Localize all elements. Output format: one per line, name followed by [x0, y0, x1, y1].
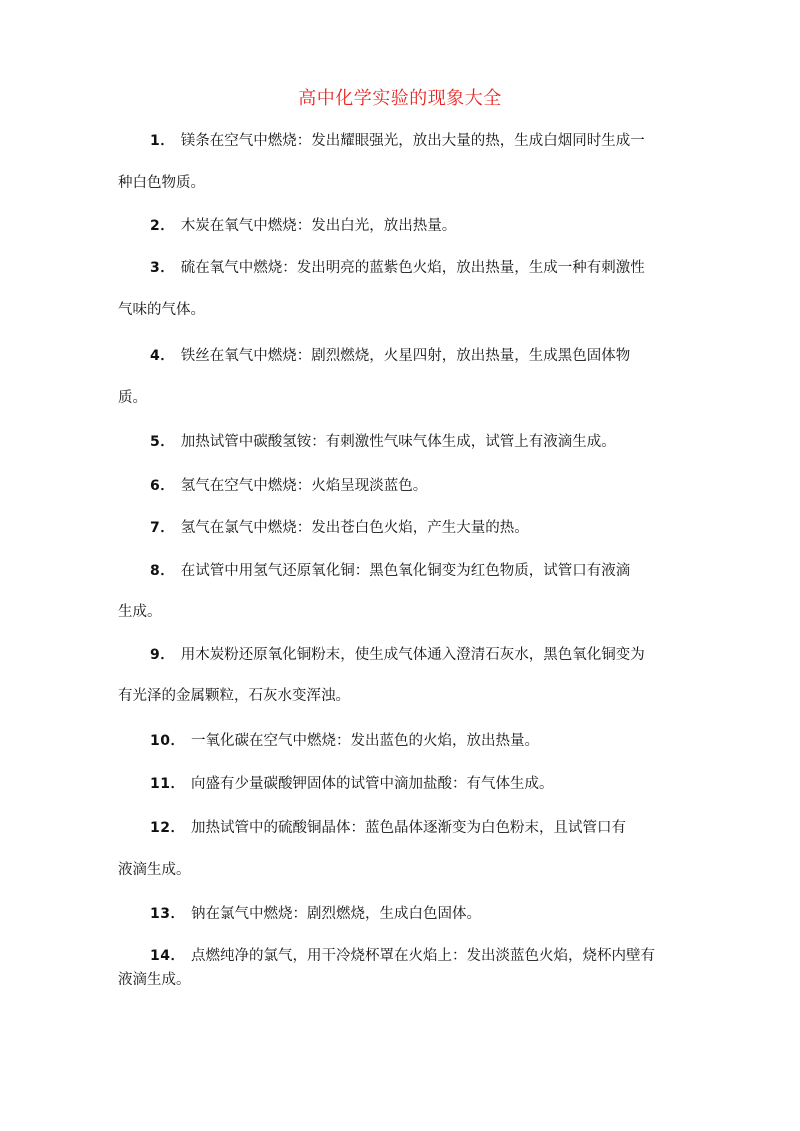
item-text: 用木炭粉还原氧化铜粉末，使生成气体通入澄清石灰水，黑色氧化铜变为	[180, 647, 645, 663]
item-number: 8．	[150, 563, 175, 579]
item-text: 向盛有少量碳酸钾固体的试管中滴加盐酸：有气体生成。	[190, 776, 554, 792]
item-3	[150, 258, 645, 278]
item-number: 1．	[150, 133, 175, 149]
item-number: 3．	[150, 260, 175, 276]
item-4	[150, 346, 630, 366]
item-text: 木炭在氧气中燃烧：发出白光，放出热量。	[180, 218, 457, 234]
item-number: 7．	[150, 520, 175, 536]
item-9	[150, 645, 645, 665]
item-number: 5．	[150, 434, 175, 450]
item-11	[150, 774, 553, 794]
item-number: 13．	[150, 906, 185, 922]
item-8	[150, 561, 630, 581]
item-number: 14．	[150, 948, 185, 964]
item-text: 氢气在空气中燃烧：火焰呈现淡蓝色。	[180, 478, 428, 494]
item-14-continuation: 液滴生成。	[118, 972, 191, 988]
item-5	[150, 432, 616, 452]
item-13	[150, 904, 481, 924]
item-text: 一氧化碳在空气中燃烧：发出蓝色的火焰，放出热量。	[190, 733, 539, 749]
item-number: 10．	[150, 733, 185, 749]
item-number: 11．	[150, 776, 185, 792]
item-14	[150, 946, 655, 966]
item-10	[150, 731, 539, 751]
item-4-continuation: 质。	[118, 390, 147, 406]
document-title: 高中化学实验的现象大全	[298, 88, 502, 109]
item-text: 加热试管中的硫酸铜晶体：蓝色晶体逐渐变为白色粉末，且试管口有	[190, 820, 626, 836]
item-text: 硫在氧气中燃烧：发出明亮的蓝紫色火焰，放出热量，生成一种有刺激性	[180, 260, 645, 276]
item-8-continuation: 生成。	[118, 604, 162, 620]
item-1	[150, 131, 645, 151]
item-text: 加热试管中碳酸氢铵：有刺激性气味气体生成，试管上有液滴生成。	[180, 434, 616, 450]
item-6	[150, 476, 427, 496]
item-text: 点燃纯净的氯气，用干冷烧杯罩在火焰上：发出淡蓝色火焰，烧杯内壁有	[190, 948, 655, 964]
item-text: 钠在氯气中燃烧：剧烈燃烧，生成白色固体。	[190, 906, 481, 922]
item-number: 4．	[150, 348, 175, 364]
item-9-continuation: 有光泽的金属颗粒，石灰水变浑浊。	[118, 688, 350, 704]
item-12	[150, 818, 626, 838]
item-text: 镁条在空气中燃烧：发出耀眼强光，放出大量的热，生成白烟同时生成一	[180, 133, 645, 149]
item-number: 9．	[150, 647, 175, 663]
item-7	[150, 518, 529, 538]
item-text: 氢气在氯气中燃烧：发出苍白色火焰，产生大量的热。	[180, 520, 529, 536]
item-2	[150, 216, 456, 236]
item-number: 12．	[150, 820, 185, 836]
item-text: 在试管中用氢气还原氧化铜：黑色氧化铜变为红色物质，试管口有液滴	[180, 563, 631, 579]
item-1-continuation: 种白色物质。	[118, 175, 205, 191]
item-3-continuation: 气味的气体。	[118, 302, 205, 318]
item-number: 6．	[150, 478, 175, 494]
item-number: 2．	[150, 218, 175, 234]
item-12-continuation: 液滴生成。	[118, 862, 191, 878]
item-text: 铁丝在氧气中燃烧：剧烈燃烧，火星四射，放出热量，生成黑色固体物	[180, 348, 631, 364]
